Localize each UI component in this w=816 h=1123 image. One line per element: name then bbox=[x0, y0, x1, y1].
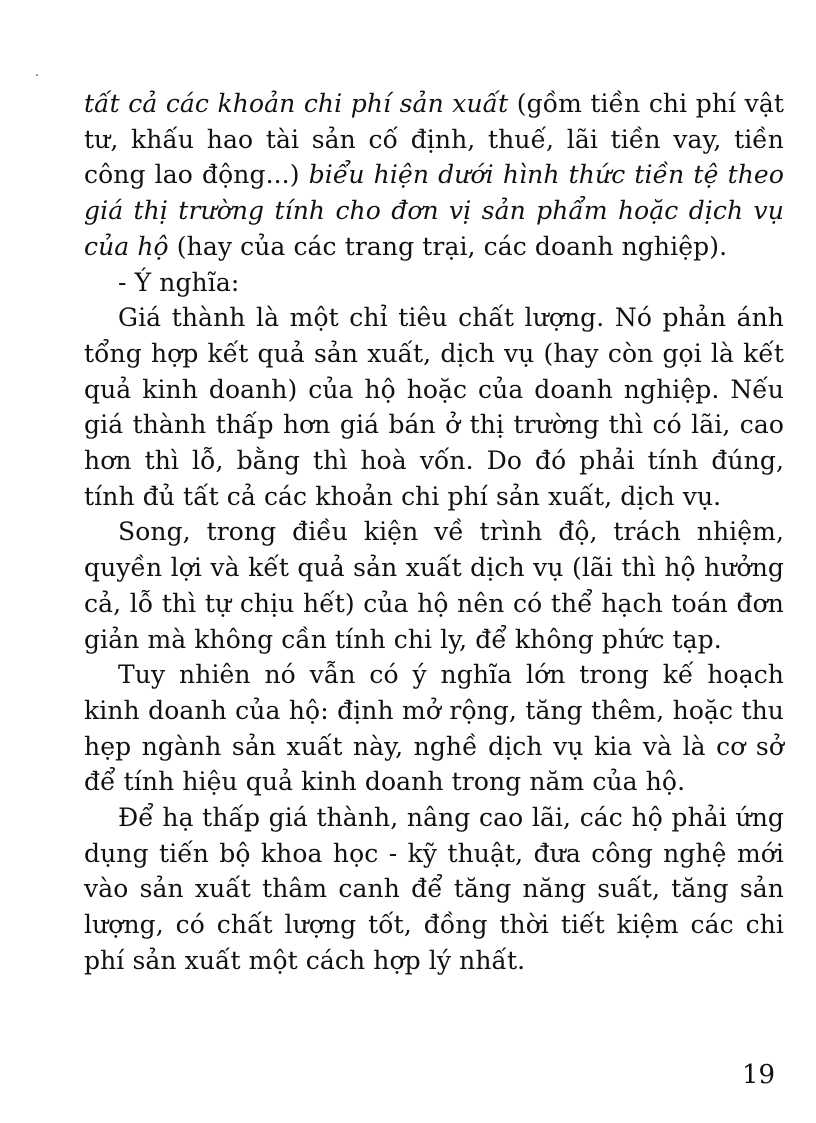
meaning-heading: - Ý nghĩa: bbox=[118, 267, 240, 297]
definition-italic-part-1: tất cả các khoản chi phí sản xuất bbox=[84, 89, 509, 118]
scan-speck bbox=[36, 74, 38, 76]
definition-normal-part-1: (gồm tiền chi phí vật tư, khấu hao tài sản cố định, thuế, lãi tiền vay, tiền công lao động...) bbox=[84, 89, 784, 190]
paragraph-business-plan: Tuy nhiên nó vẫn có ý nghĩa lớn trong kế hoạch kinh doanh của hộ: định mở rộng, tăng thêm, hoặc thu hẹp ngành sản xuất này, nghề dịch vụ kia và là cơ sở để tính hiệu quả kinh doanh trong năm của hộ. bbox=[84, 660, 784, 797]
paragraph-lower-cost: Để hạ thấp giá thành, nâng cao lãi, các hộ phải ứng dụng tiến bộ khoa học - kỹ thuật, đưa công nghệ mới vào sản xuất thâm canh để tăng năng suất, tăng sản lượng, có chất lượng tốt, đồng thời tiết kiệm các chi phí sản xuất một cách hợp lý nhất. bbox=[84, 803, 784, 975]
paragraph-meaning: Giá thành là một chỉ tiêu chất lượng. Nó phản ánh tổng hợp kết quả sản xuất, dịch vụ (hay còn gọi là kết quả kinh doanh) của hộ hoặc của doanh nghiệp. Nếu giá thành thấp hơn giá bán ở thị trường thì có lãi, cao hơn thì lỗ, bằng thì hoà vốn. Do đó phải tính đúng, tính đủ tất cả các khoản chi phí sản xuất, dịch vụ. bbox=[84, 303, 784, 511]
paragraph-definition bbox=[84, 86, 784, 265]
definition-normal-part-2: (hay của các trang trại, các doanh nghiệp). bbox=[168, 231, 728, 261]
paragraph-simplified-accounting: Song, trong điều kiện về trình độ, trách nhiệm, quyền lợi và kết quả sản xuất dịch vụ (lãi thì hộ hưởng cả, lỗ thì tự chịu hết) của hộ nên có thể hạch toán đơn giản mà không cần tính chi ly, để không phức tạp. bbox=[84, 517, 784, 654]
definition-italic-part-2: biểu hiện dưới hình thức tiền tệ theo giá thị trường tính cho đơn vị sản phẩm hoặc dịch vụ của hộ bbox=[84, 160, 784, 261]
page-body bbox=[84, 86, 784, 979]
page-number: 19 bbox=[742, 1060, 776, 1090]
